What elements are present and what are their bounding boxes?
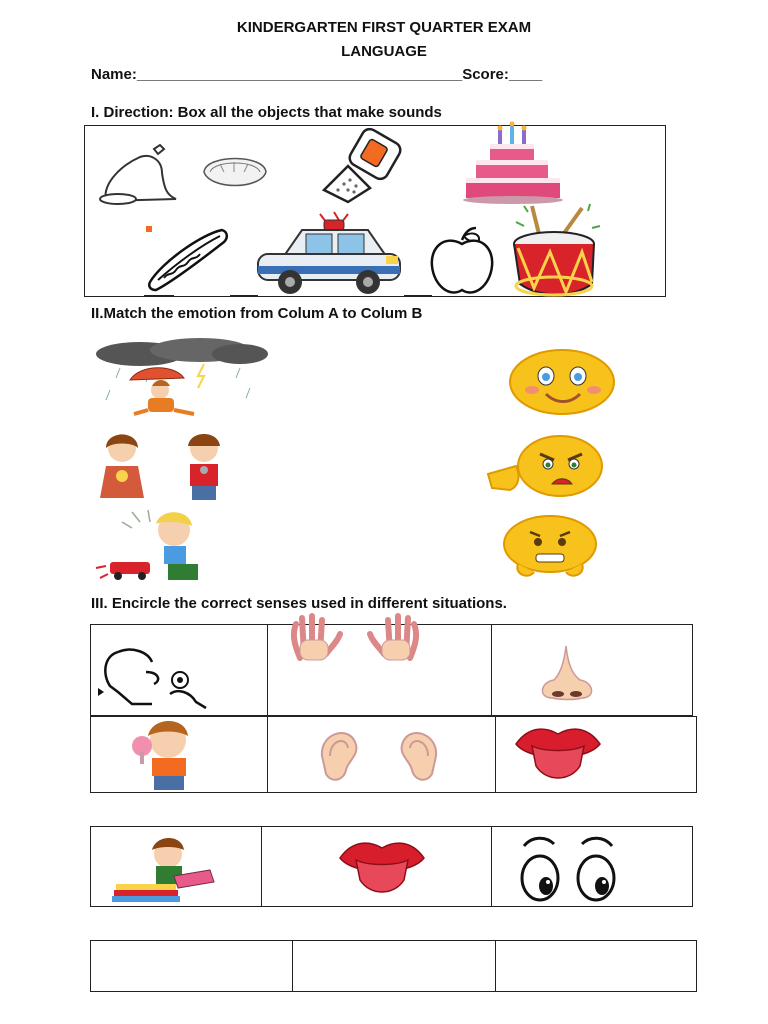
answer-blank [230, 295, 258, 296]
drum-icon [510, 204, 606, 300]
rainy-girl-picture [90, 338, 270, 418]
ears-icon [316, 726, 442, 784]
flip-phone-icon [318, 132, 408, 204]
boy-reading-picture [110, 836, 234, 906]
watermelon-icon [200, 150, 270, 195]
eyes-icon [516, 834, 620, 902]
sense-cell-4-2[interactable] [292, 940, 496, 992]
mouth-tongue-icon [514, 722, 602, 780]
answer-blank [404, 295, 432, 296]
hot-dog-icon [142, 222, 232, 292]
section2-heading: II.Match the emotion from Colum A to Colum B [91, 305, 423, 322]
scared-emoji-icon [500, 514, 600, 580]
mouth-tongue-icon [338, 836, 426, 894]
section3-heading: III. Encircle the correct senses used in different situations. [91, 595, 507, 612]
hands-icon [290, 614, 420, 662]
exam-title: KINDERGARTEN FIRST QUARTER EXAM [236, 19, 532, 36]
sense-cell-4-1[interactable] [90, 940, 293, 992]
happy-emoji-icon [508, 348, 618, 418]
section1-heading: I. Direction: Box all the objects that make sounds [91, 104, 442, 121]
nose-icon [536, 644, 600, 702]
bell-icon [92, 143, 182, 205]
happy-kids-picture [92, 432, 248, 502]
girl-eating-picture [106, 716, 218, 790]
exam-subject: LANGUAGE [341, 43, 427, 60]
birthday-cake-icon [462, 124, 564, 204]
angry-emoji-icon [486, 434, 606, 502]
smelling-flower-picture [98, 648, 213, 710]
police-car-icon [254, 206, 404, 296]
orange-dot [146, 226, 152, 232]
name-score-line: Name:_______________________________________Score:____ [91, 66, 543, 83]
answer-blank [144, 295, 174, 296]
sense-cell-4-3[interactable] [495, 940, 697, 992]
apple-icon [428, 226, 498, 298]
sad-boy-broken-toy-picture [92, 508, 242, 586]
